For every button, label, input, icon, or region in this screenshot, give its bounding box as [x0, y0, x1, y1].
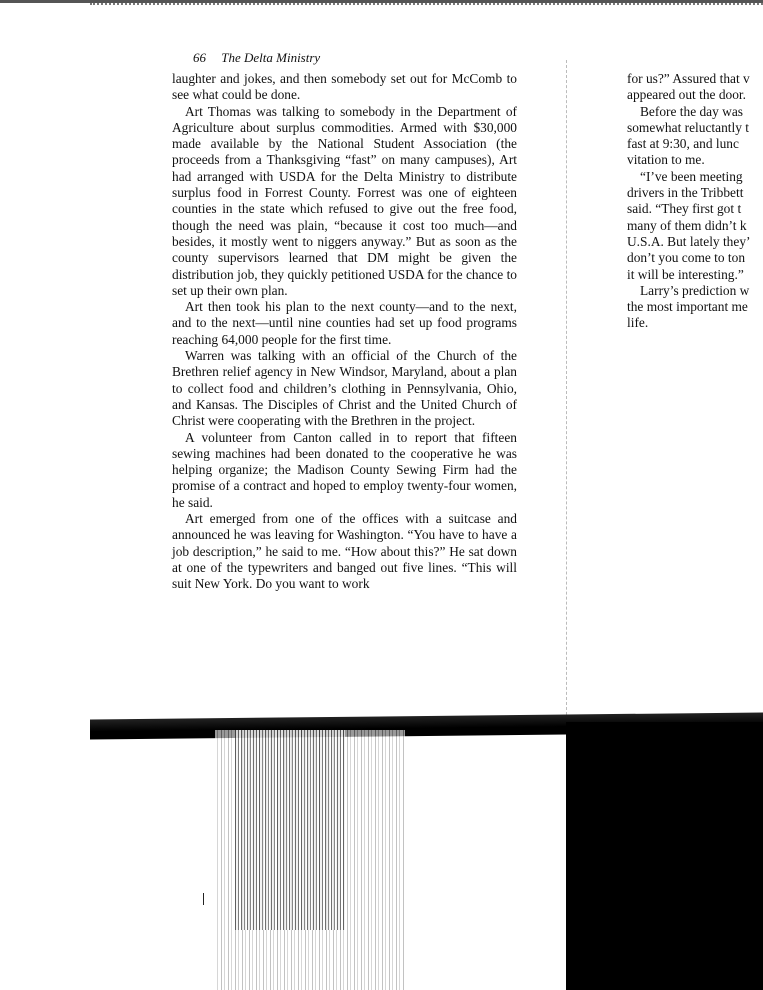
book-gutter — [566, 60, 569, 720]
text-line: “I’ve been meeting — [640, 168, 743, 184]
text-line: don’t you come to ton — [627, 250, 746, 266]
running-title: The Delta Ministry — [221, 50, 321, 65]
scan-mark — [203, 893, 204, 905]
text-line: many of them didn’t k — [627, 217, 747, 233]
paragraph: laughter and jokes, and then somebody set out for McComb to see what could be done. — [172, 71, 517, 103]
text-line: Before the day was — [640, 103, 743, 119]
scan-dotted-line — [90, 3, 763, 8]
paragraph: Art then took his plan to the next county—and to the next, and to the next—until nine counties had set up food programs reaching 64,000 people for the first time. — [172, 299, 517, 347]
text-line: Larry’s prediction w — [640, 282, 750, 298]
running-header — [193, 50, 320, 66]
paragraph: Warren was talking with an official of the Church of the Brethren relief agency in New Windsor, Maryland, about a plan to collect food and children’s clothing in Pennsylvania, Ohio, and Kansas. The Disciples of Christ and the United Church of Christ were cooperating with the Brethren in the project. — [172, 348, 517, 429]
page-number: 66 — [193, 50, 206, 65]
left-page-text — [172, 71, 517, 593]
scan-dark-region — [566, 722, 763, 990]
text-line: somewhat reluctantly t — [627, 119, 749, 135]
text-line: it will be interesting.” — [627, 266, 744, 282]
text-line: U.S.A. But lately they’ — [627, 233, 751, 249]
text-line: the most important me — [627, 299, 748, 315]
paragraph: Art emerged from one of the offices with a suitcase and announced he was leaving for Washington. “You have to have a job description,” he said to me. “How about this?” He sat down at one of the typewriters and banged out five lines. “This will suit New York. Do you want to work — [172, 511, 517, 592]
text-line: said. “They first got t — [627, 201, 742, 217]
paragraph: Art Thomas was talking to somebody in the Department of Agriculture about surplus commodities. Armed with $30,000 made available by the National Student Association (the proceeds from a Thanksgiving “fast” on many campuses), Art had arranged with USDA for the Delta Ministry to distribute surplus food in Forrest County. Forrest was one of eighteen counties in the state which refused to give out the free food, though the need was plain, “because it cost too much—and besides, it mostly went to niggers anyway.” But as soon as the county supervisors learned that DM might be given the distribution job, they quickly petitioned USDA for the chance to set up their own plan. — [172, 103, 517, 298]
paragraph: A volunteer from Canton called in to report that fifteen sewing machines had been donated to the cooperative he was helping organize; the Madison County Sewing Firm had the promise of a contract and hoped to employ twenty-four women, he said. — [172, 429, 517, 510]
text-line: for us?” Assured that v — [627, 71, 750, 86]
text-line: appeared out the door. — [627, 87, 746, 103]
scan-noise-dense — [235, 730, 345, 930]
text-line: vitation to me. — [627, 152, 705, 168]
text-line: drivers in the Tribbett — [627, 185, 744, 201]
text-line: fast at 9:30, and lunc — [627, 136, 739, 152]
right-page-text — [627, 71, 763, 332]
text-line: life. — [627, 315, 649, 331]
scan-top-edge — [0, 0, 763, 14]
